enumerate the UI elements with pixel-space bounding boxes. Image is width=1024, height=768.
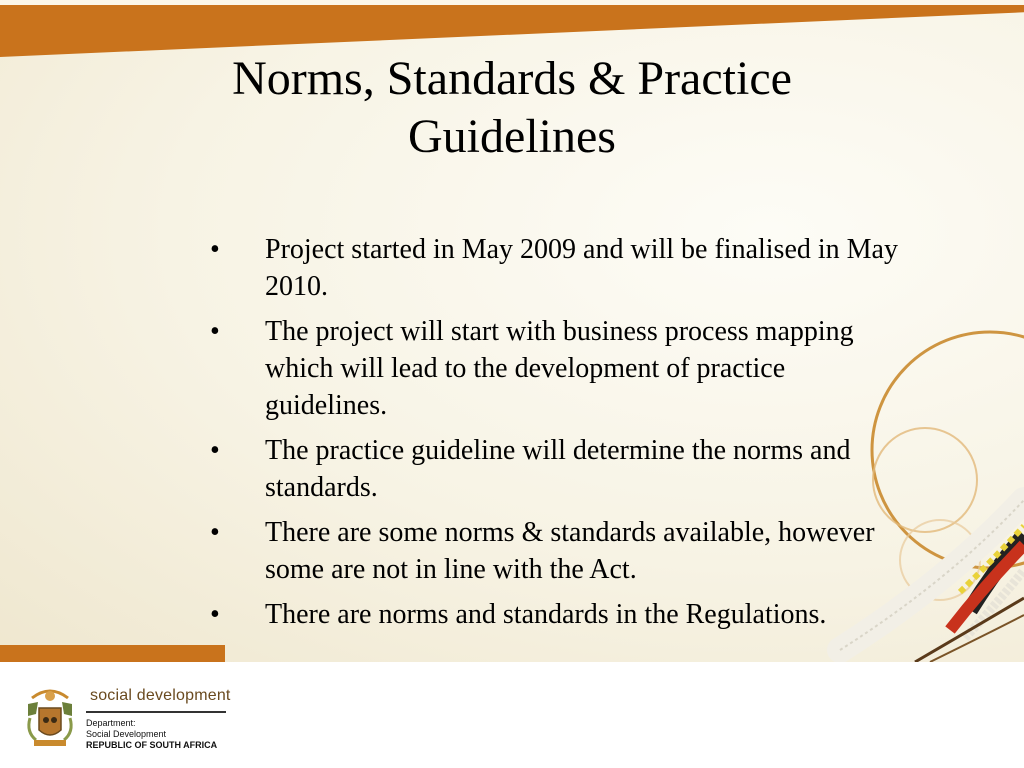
beaded-necklace-decoration xyxy=(820,330,1024,662)
slide-title xyxy=(0,50,1024,166)
bullet-symbol: • xyxy=(210,517,220,548)
bullet-text: The practice guideline will determine the norms and standards. xyxy=(265,435,851,503)
slide-title-line-2: Guidelines xyxy=(408,110,616,163)
bullet-item xyxy=(210,514,910,588)
bullet-item xyxy=(210,313,910,424)
bullet-item xyxy=(210,596,910,633)
department-line-1: Department: xyxy=(86,718,136,728)
bullet-symbol: • xyxy=(210,435,220,466)
bullet-text: Project started in May 2009 and will be finalised in May 2010. xyxy=(265,234,898,302)
bullet-text: There are norms and standards in the Regulations. xyxy=(265,599,827,630)
bullet-text: There are some norms & standards available, however some are not in line with the Act. xyxy=(265,517,875,585)
bullet-item xyxy=(210,231,910,305)
slide-title-line-1: Norms, Standards & Practice xyxy=(232,52,792,105)
bullet-text: The project will start with business process mapping which will lead to the development of practice guidelines. xyxy=(265,316,854,421)
bullet-symbol: • xyxy=(210,599,220,630)
department-details xyxy=(86,718,217,751)
bullet-symbol: • xyxy=(210,316,220,347)
bullet-list xyxy=(210,231,910,641)
footer xyxy=(0,662,1024,768)
department-line-3: REPUBLIC OF SOUTH AFRICA xyxy=(86,740,218,750)
bottom-accent-bar xyxy=(0,645,225,662)
bullet-symbol: • xyxy=(210,234,220,265)
bullet-item xyxy=(210,432,910,506)
department-line-2: Social Development xyxy=(86,729,167,739)
footer-divider xyxy=(86,711,226,713)
department-name: social development xyxy=(90,687,231,704)
coat-of-arms-icon xyxy=(22,684,78,754)
